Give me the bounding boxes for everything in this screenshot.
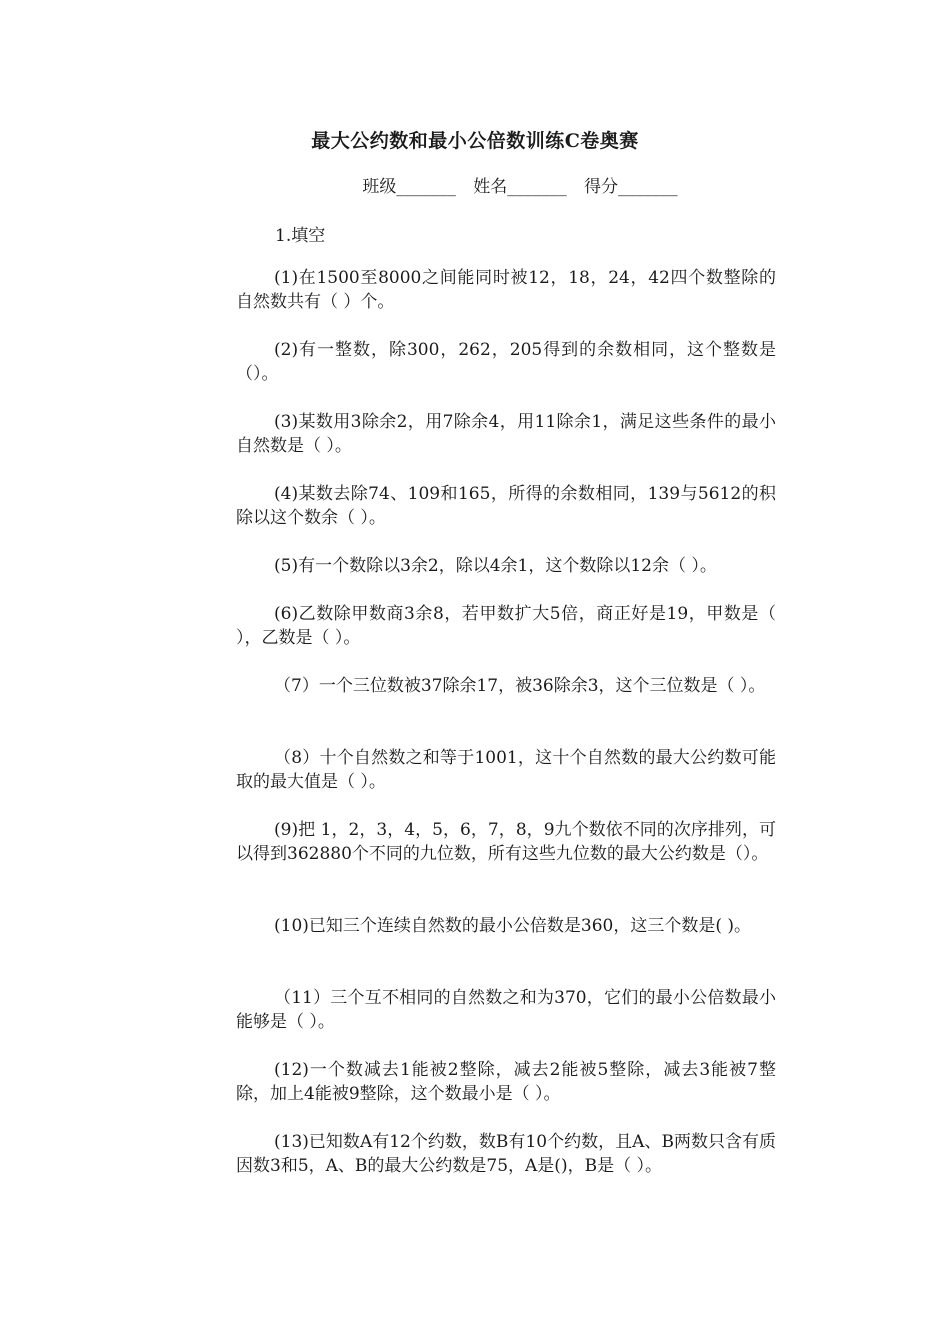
question-3: (3)某数用3除余2，用7除余4，用11除余1，满足这些条件的最小自然数是（ ）。 — [236, 412, 776, 456]
class-field: 班级_______ — [362, 177, 456, 197]
page-title: 最大公约数和最小公倍数训练C卷奥赛 — [311, 130, 639, 152]
score-field: 得分_______ — [584, 177, 678, 197]
question-2: (2)有一整数，除300，262，205得到的余数相同，这个整数是（）。 — [236, 340, 776, 384]
question-6: (6)乙数除甲数商3余8，若甲数扩大5倍，商正好是19，甲数是（ ），乙数是（ ）。 — [236, 604, 776, 648]
question-7: （7）一个三位数被37除余17，被36除余3，这个三位数是（ ）。 — [274, 676, 766, 696]
question-4: (4)某数去除74、109和165，所得的余数相同，139与5612的积除以这个数余（ ）。 — [236, 484, 776, 528]
question-9: (9)把 1，2，3，4，5，6，7，8，9九个数依不同的次序排列，可以得到362880个不同的九位数，所有这些九位数的最大公约数是（）。 — [236, 820, 776, 864]
question-13: (13)已知数A有12个约数，数B有10个约数，且A、B两数只含有质因数3和5，A、B的最大公约数是75，A是()，B是（ ）。 — [236, 1132, 776, 1176]
question-12: (12)一个数减去1能被2整除，减去2能被5整除，减去3能被7整除，加上4能被9整除，这个数最小是（ ）。 — [236, 1060, 776, 1104]
question-11: （11）三个互不相同的自然数之和为370，它们的最小公倍数最小能够是（ ）。 — [236, 988, 776, 1032]
student-info-line — [0, 172, 950, 197]
section-heading: 1.填空 — [275, 226, 326, 246]
question-10: (10)已知三个连续自然数的最小公倍数是360，这三个数是( )。 — [274, 916, 752, 936]
question-8: （8）十个自然数之和等于1001，这十个自然数的最大公约数可能取的最大值是（ ）。 — [236, 748, 776, 792]
name-field: 姓名_______ — [473, 177, 567, 197]
question-1: (1)在1500至8000之间能同时被12，18，24，42四个数整除的自然数共有（ ）个。 — [236, 268, 776, 312]
question-5: (5)有一个数除以3余2，除以4余1，这个数除以12余（ ）。 — [274, 556, 717, 576]
